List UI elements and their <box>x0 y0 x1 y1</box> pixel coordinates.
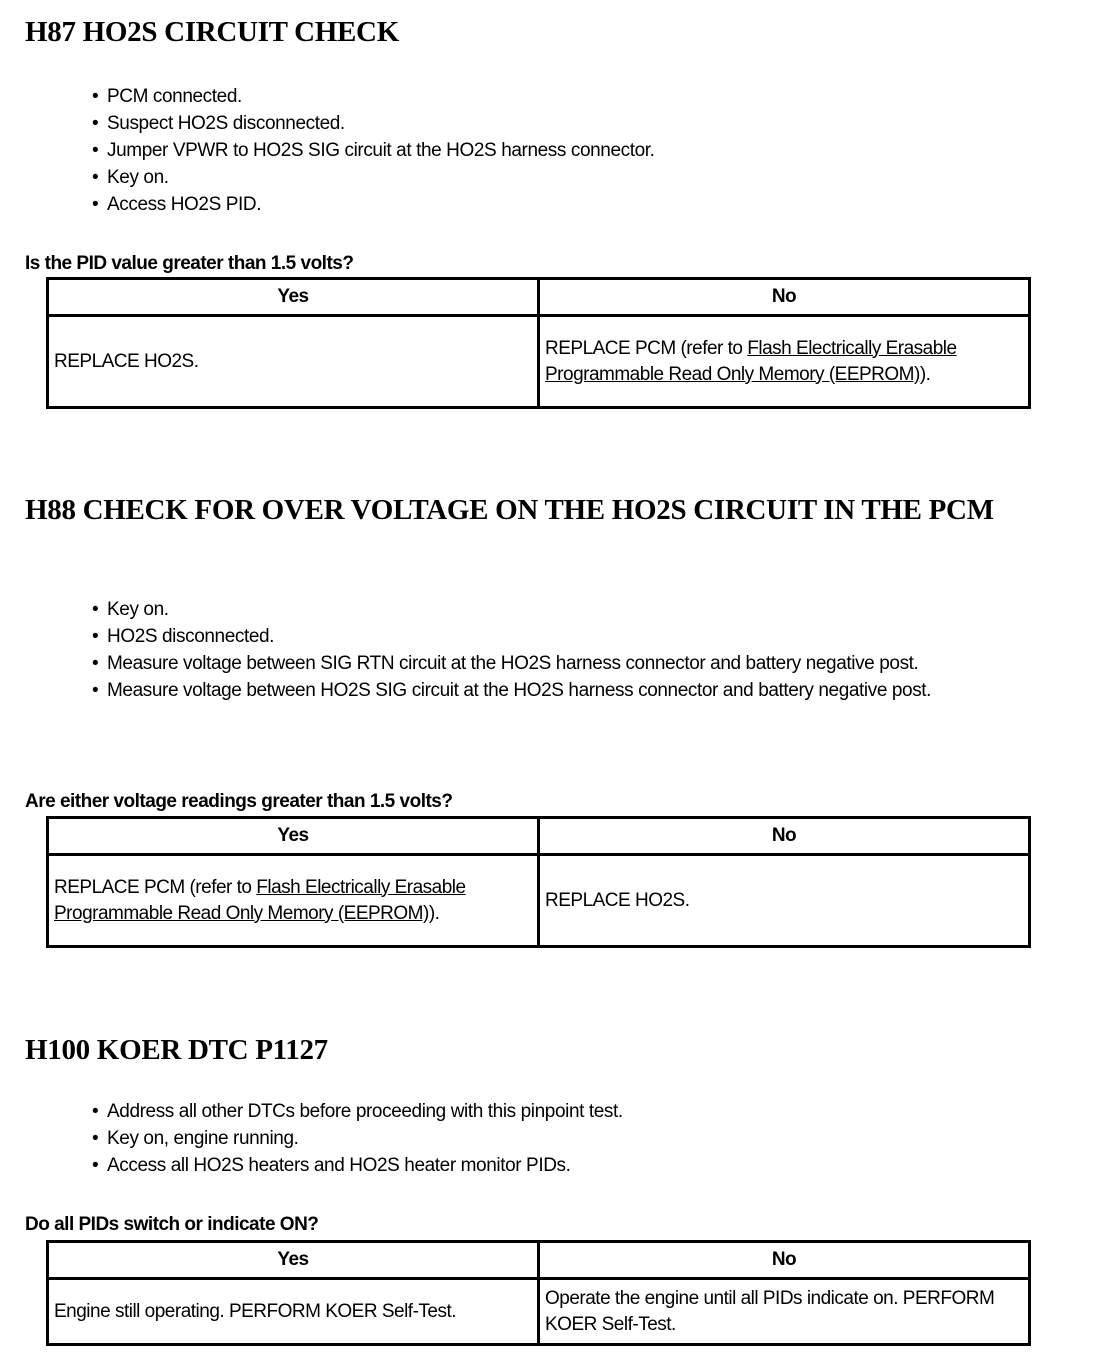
no-cell: REPLACE PCM (refer to Flash Electrically Erasable Programmable Read Only Memory (EEPROM)). <box>539 316 1030 408</box>
yes-cell: REPLACE PCM (refer to Flash Electrically Erasable Programmable Read Only Memory (EEPROM)). <box>48 855 539 947</box>
result-table <box>46 1240 1031 1346</box>
eeprom-link[interactable]: Flash Electrically Erasable Programmable Read Only Memory (EEPROM) <box>54 876 466 924</box>
bullet-icon: • <box>92 1128 99 1149</box>
bullet-icon: • <box>92 626 99 647</box>
yes-header: Yes <box>48 279 539 316</box>
step: • Jumper VPWR to HO2S SIG circuit at the HO2S harness connector. <box>92 137 1092 164</box>
section-title: H100 KOER DTC P1127 <box>25 1034 328 1066</box>
no-header: No <box>539 279 1030 316</box>
result-table <box>46 816 1031 948</box>
step: • Access all HO2S heaters and HO2S heater monitor PIDs. <box>92 1152 1092 1179</box>
bullet-icon: • <box>92 599 99 620</box>
no-header: No <box>539 818 1030 855</box>
yes-cell: Engine still operating. PERFORM KOER Self-Test. <box>48 1279 539 1345</box>
yes-header: Yes <box>48 1242 539 1279</box>
eeprom-link[interactable]: Flash Electrically Erasable Programmable Read Only Memory (EEPROM) <box>545 337 957 385</box>
bullet-icon: • <box>92 680 99 701</box>
step: • Suspect HO2S disconnected. <box>92 110 1092 137</box>
step: • HO2S disconnected. <box>92 623 1092 650</box>
yes-cell: REPLACE HO2S. <box>48 316 539 408</box>
step: • Key on. <box>92 164 1092 191</box>
bullet-icon: • <box>92 653 99 674</box>
step: • Access HO2S PID. <box>92 191 1092 218</box>
bullet-icon: • <box>92 1155 99 1176</box>
steps-list <box>92 596 1092 704</box>
question: Is the PID value greater than 1.5 volts? <box>25 253 354 274</box>
step: • Key on. <box>92 596 1092 623</box>
section-title: H88 CHECK FOR OVER VOLTAGE ON THE HO2S CIRCUIT IN THE PCM <box>25 494 994 526</box>
step: • Measure voltage between HO2S SIG circuit at the HO2S harness connector and battery negative post. <box>92 677 1092 704</box>
steps-list <box>92 83 1092 218</box>
question: Do all PIDs switch or indicate ON? <box>25 1214 319 1235</box>
bullet-icon: • <box>92 1101 99 1122</box>
bullet-icon: • <box>92 140 99 161</box>
result-table <box>46 277 1031 409</box>
no-cell: Operate the engine until all PIDs indicate on. PERFORM KOER Self-Test. <box>539 1279 1030 1345</box>
question: Are either voltage readings greater than 1.5 volts? <box>25 791 453 812</box>
steps-list <box>92 1098 1092 1179</box>
step: • Address all other DTCs before proceeding with this pinpoint test. <box>92 1098 1092 1125</box>
bullet-icon: • <box>92 194 99 215</box>
no-cell: REPLACE HO2S. <box>539 855 1030 947</box>
bullet-icon: • <box>92 167 99 188</box>
bullet-icon: • <box>92 113 99 134</box>
yes-header: Yes <box>48 818 539 855</box>
step: • Measure voltage between SIG RTN circuit at the HO2S harness connector and battery negative post. <box>92 650 1092 677</box>
bullet-icon: • <box>92 86 99 107</box>
step: • Key on, engine running. <box>92 1125 1092 1152</box>
step: • PCM connected. <box>92 83 1092 110</box>
section-title: H87 HO2S CIRCUIT CHECK <box>25 16 399 48</box>
no-header: No <box>539 1242 1030 1279</box>
